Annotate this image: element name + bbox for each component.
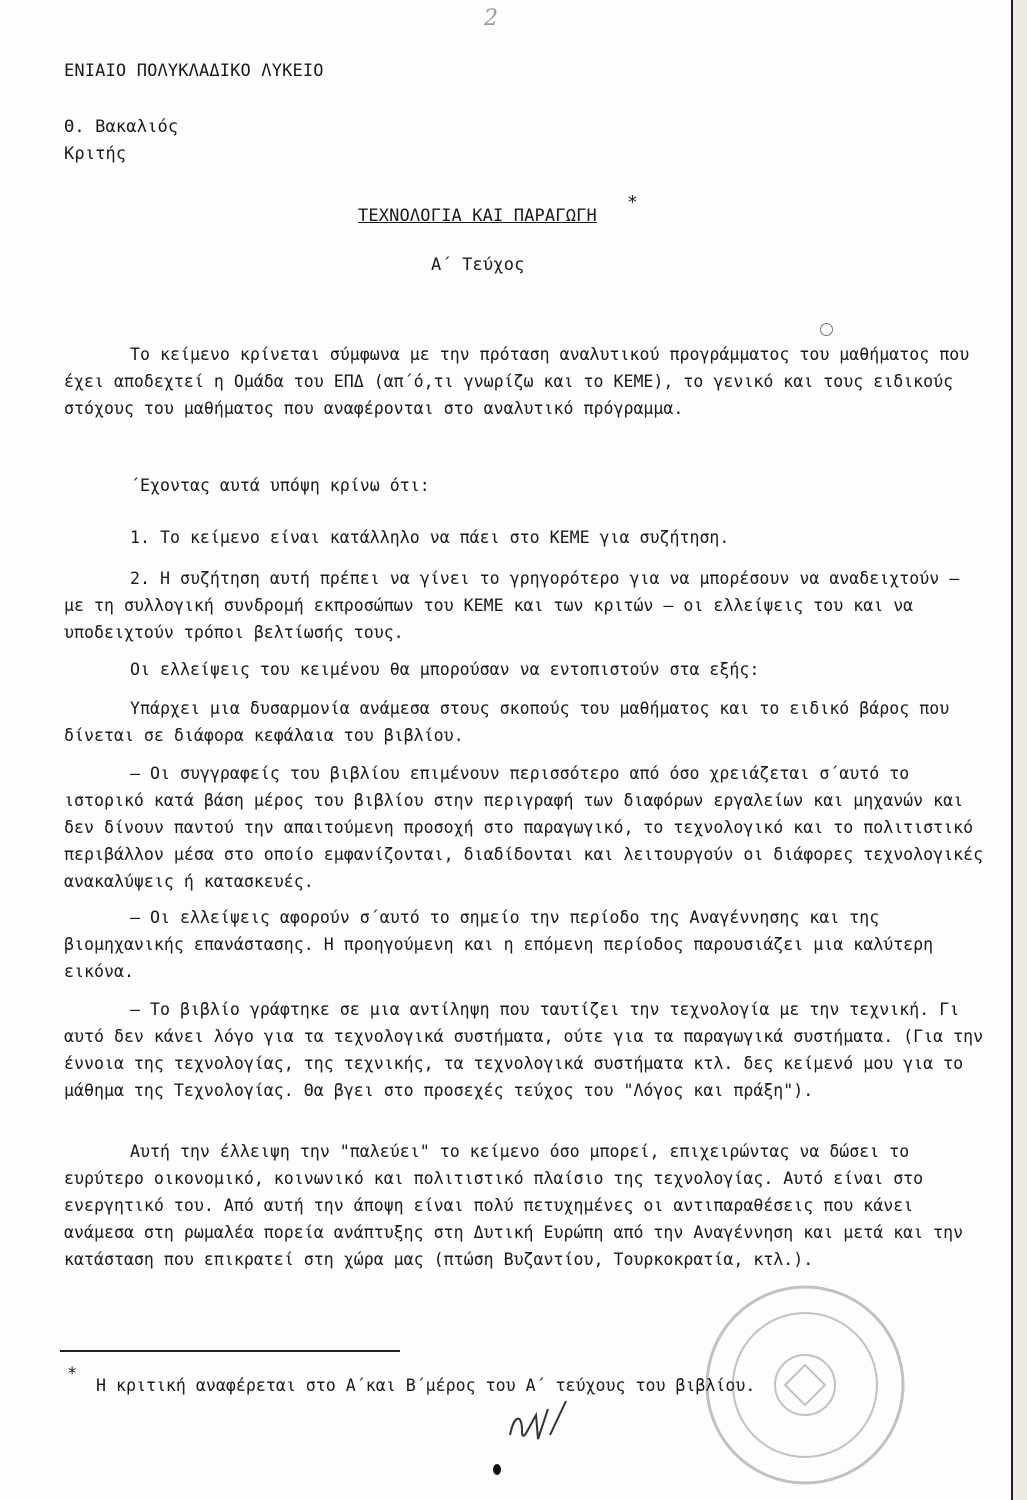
paragraph-technology-concept [64, 996, 984, 1104]
official-stamp [700, 1280, 910, 1490]
footnote-divider [60, 1350, 400, 1352]
paragraph-shortcomings-intro [64, 656, 984, 683]
issue-label: Α΄ Τεύχος [431, 255, 525, 275]
paragraph-text: – Οι ελλείψεις αφορούν σ΄αυτό το σημείο την περίοδο της Αναγέννησης και της βιομηχανικής επανάστασης. Η προηγούμενη και η επόμενη περίοδος παρουσιάζει μια καλύτερη εικόνα. [64, 908, 934, 981]
author-role: Κριτής [64, 144, 127, 164]
paragraph-text: – Το βιβλίο γράφτηκε σε μια αντίληψη που ταυτίζει την τεχνολογία με την τεχνική. Γι αυτό δεν κάνει λόγο για τα τεχνολογικά συστήματα, ούτε για τα παραγωγικά συστήματα. (Για την έννοια της τεχνολογίας, της τεχνικής, τα τεχνολογικά συστήματα κτλ. δες κείμενό μου για το μάθημα της Τεχνολογίας. Θα βγει στο προσεχές τεύχος του "Λόγος και πράξη"). [64, 1000, 984, 1100]
paragraph-point-2 [64, 565, 984, 646]
paragraph-text: Το κείμενο κρίνεται σύμφωνα με την πρόταση αναλυτικού προγράμματος του μαθήματος που έχει αποδεχτεί η Ομάδα του ΕΠΔ (απ΄ό,τι γνωρίζω και το ΚΕΜΕ), το γενικό και τους ειδικούς στόχους του μαθήματος που αναφέρονται στο αναλυτικό πρόγραμμα. [64, 345, 970, 418]
paragraph-text: Υπάρχει μια δυσαρμονία ανάμεσα στους σκοπούς του μαθήματος και το ειδικό βάρος που δίνεται σε διάφορα κεφάλαια του βιβλίου. [64, 699, 950, 745]
paragraph-point-1 [64, 524, 984, 551]
school-name: ΕΝΙΑΙΟ ΠΟΛΥΚΛΑΔΙΚΟ ΛΥΚΕΙΟ [64, 61, 324, 81]
paragraph-intro [64, 341, 984, 422]
document-title: ΤΕΧΝΟΛΟΓΙΑ ΚΑΙ ΠΑΡΑΓΩΓΗ [358, 206, 597, 226]
footnote-text: Η κριτική αναφέρεται στο Α΄και Β΄μέρος του Α΄ τεύχους του βιβλίου. [96, 1376, 756, 1395]
footnote-mark: * [67, 1364, 78, 1384]
paragraph-criteria [64, 472, 984, 499]
title-footnote-mark: * [627, 192, 638, 213]
author-name: Θ. Βακαλιός [64, 117, 179, 137]
paragraph-text: Αυτή την έλλειψη την "παλεύει" το κείμενο όσο μπορεί, επιχειρώντας να δώσει το ευρύτερο οικονομικό, κοινωνικό και πολιτιστικό πλαίσιο της τεχνολογίας. Αυτό είναι στο ενεργητικό του. Από αυτή την άποψη είναι πολύ πετυχημένες οι αντιπαραθέσεις που κάνει ανάμεσα στη ρωμαλέα πορεία ανάπτυξης στη Δυτική Ευρώπη από την Αναγέννηση και μετά και την κατάσταση που επικρατεί στη χώρα μας (πτώση Βυζαντίου, Τουρκοκρατία, κτλ.). [64, 1142, 964, 1269]
page-number: 2 [484, 6, 498, 31]
ink-dot [493, 1464, 501, 1475]
paragraph-text: ΄Εχοντας αυτά υπόψη κρίνω ότι: [130, 476, 430, 495]
paragraph-authors [64, 760, 984, 895]
signature-mark [500, 1395, 580, 1455]
paragraph-disharmony [64, 695, 984, 749]
paragraph-text: – Οι συγγραφείς του βιβλίου επιμένουν περισσότερο από όσο χρειάζεται σ΄αυτό το ιστορικό κατά βάση μέρος του βιβλίου στην περιγραφή των διαφόρων εργαλείων και μηχανών και δεν δίνουν παντού την απαιτούμενη προσοχή στο παραγωγικό, το τεχνολογικό και το πολιτιστικό περιβάλλον μέσα στο οποίο εμφανίζονται, διαδίδονται και λειτουργούν οι διάφορες τεχνολογικές ανακαλύψεις ή κατασκευές. [64, 764, 984, 891]
paragraph-text: Οι ελλείψεις του κειμένου θα μπορούσαν να εντοπιστούν στα εξής: [130, 660, 760, 679]
paragraph-renaissance [64, 904, 984, 985]
small-circle-mark [820, 323, 833, 336]
paragraph-context [64, 1138, 984, 1273]
paragraph-text: 2. Η συζήτηση αυτή πρέπει να γίνει το γρηγορότερο για να μπορέσουν να αναδειχτούν – με τη συλλογική συνδρομή εκπροσώπων του ΚΕΜΕ και των κριτών – οι ελλείψεις του και να υποδειχτούν τρόποι βελτίωσής τους. [64, 569, 960, 642]
paragraph-text: 1. Το κείμενο είναι κατάλληλο να πάει στο ΚΕΜΕ για συζήτηση. [130, 528, 730, 547]
page-edge [1011, 0, 1027, 1500]
